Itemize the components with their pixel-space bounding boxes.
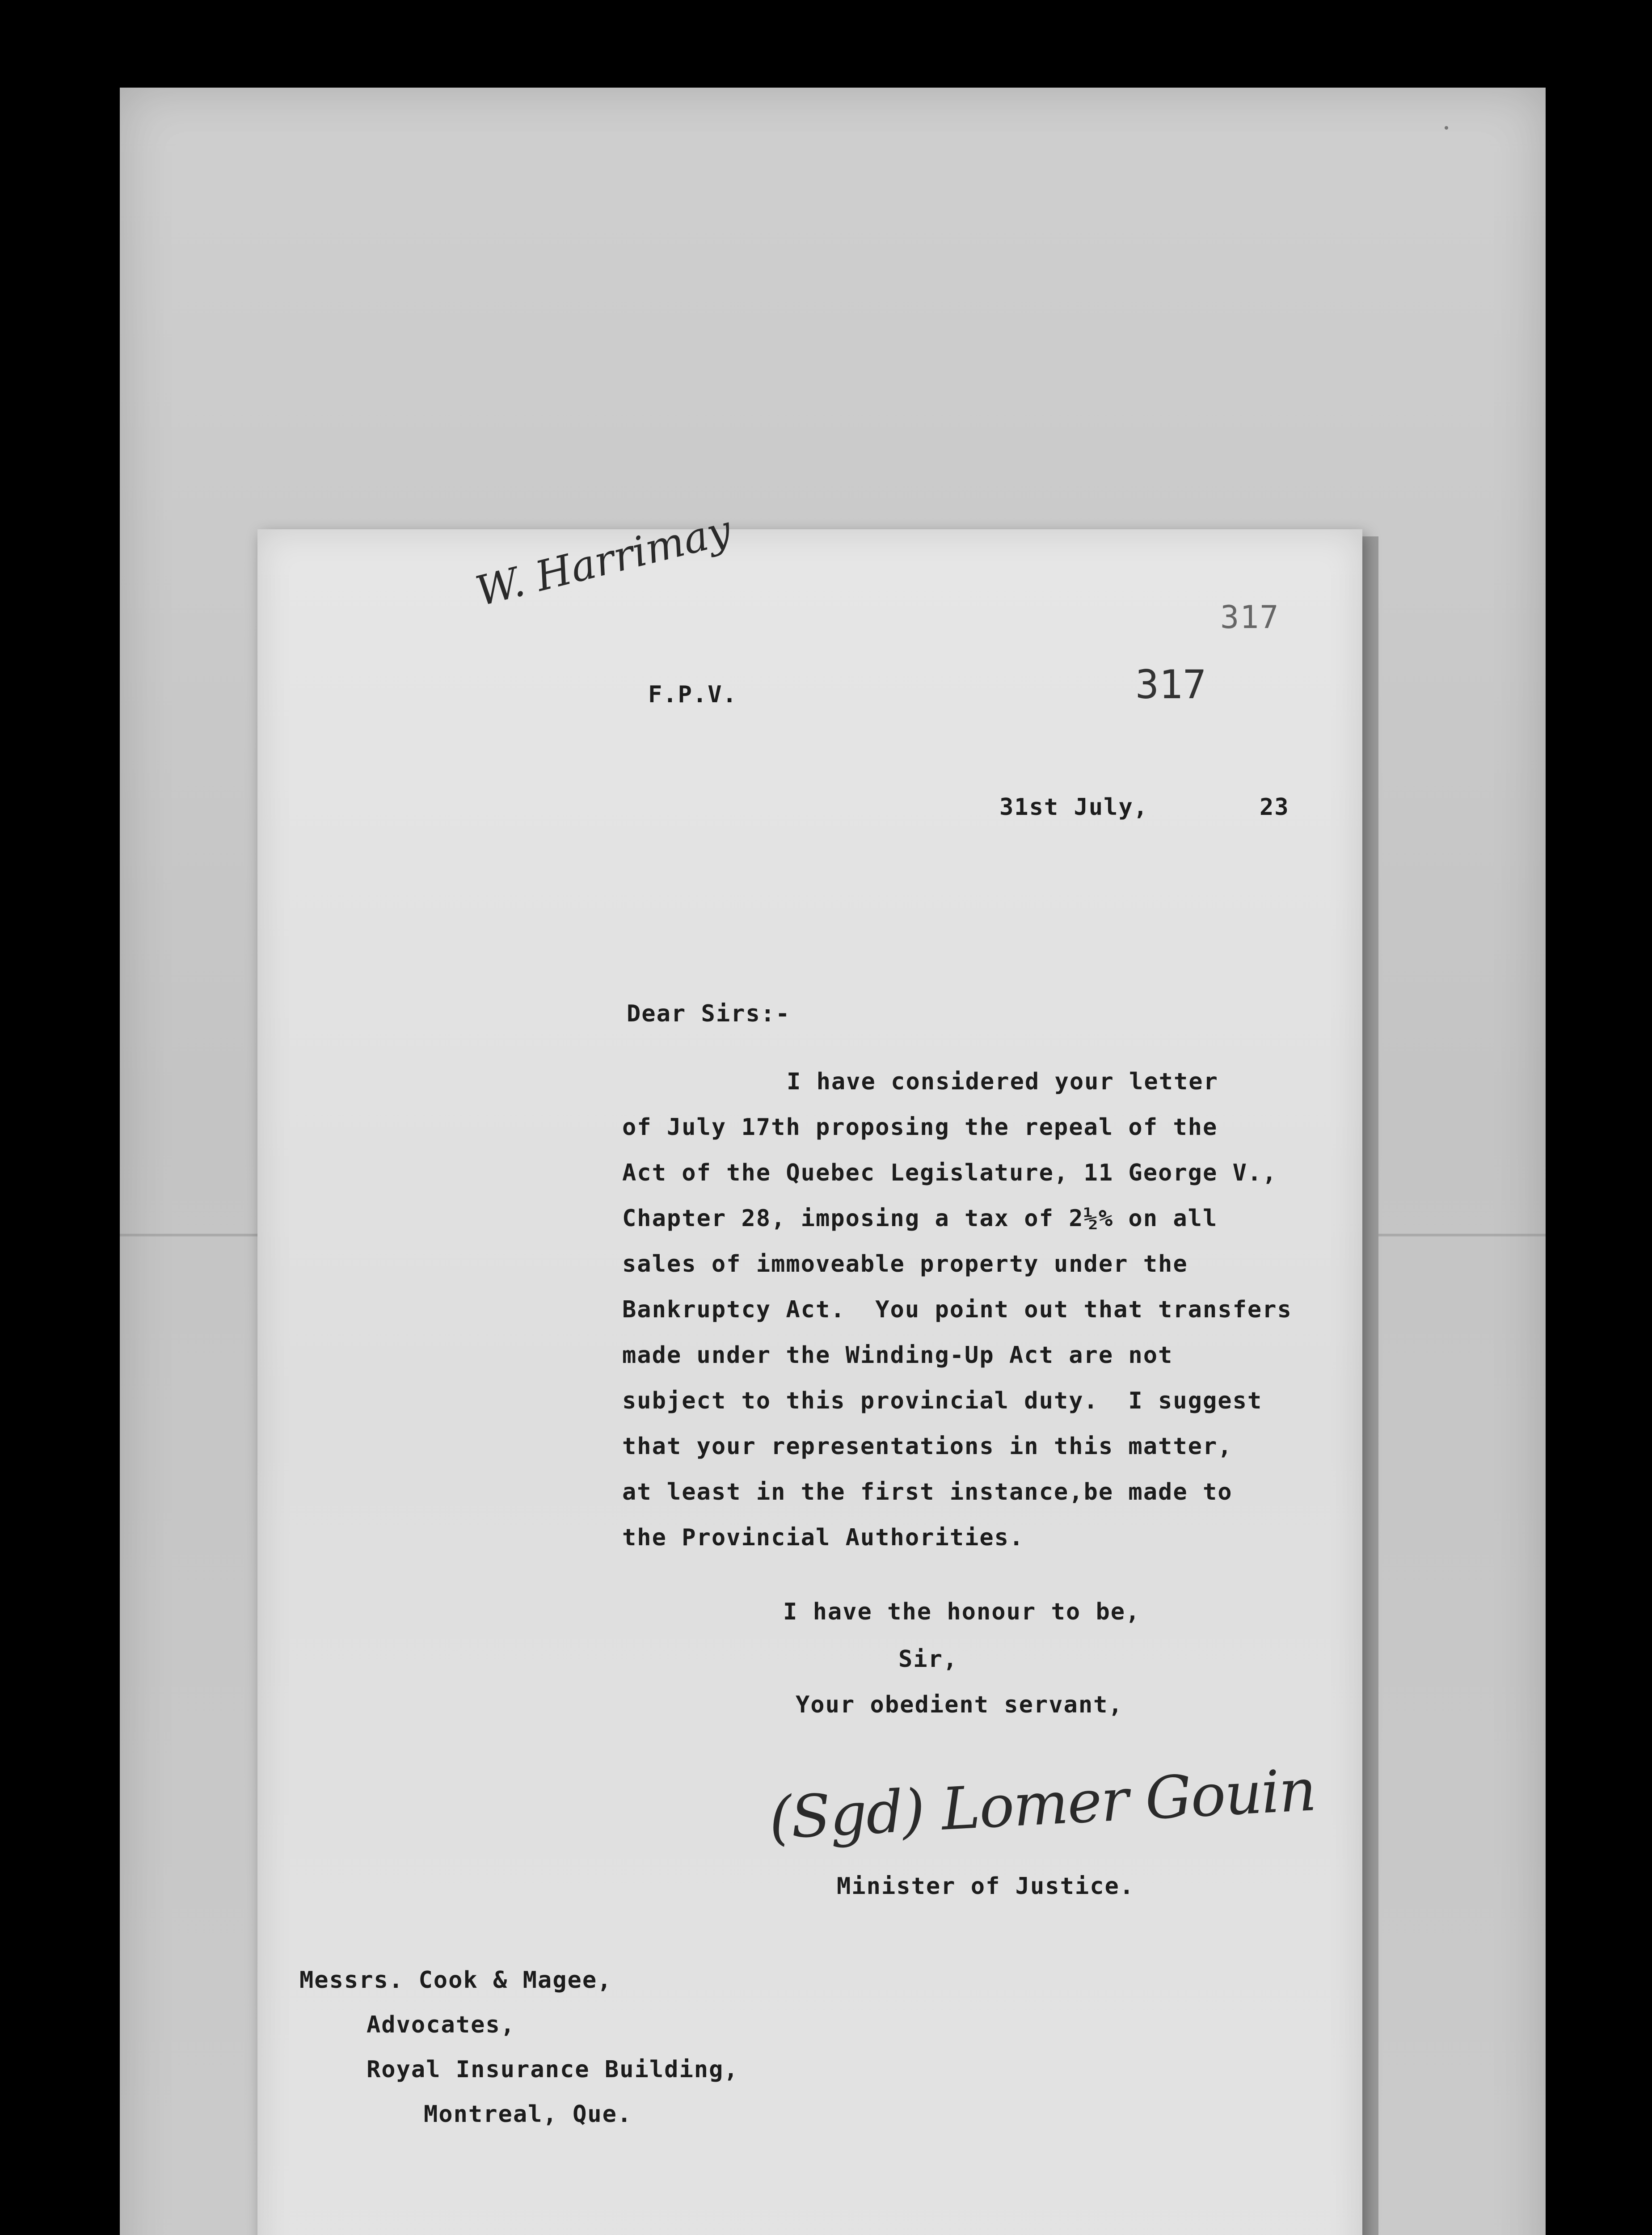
letter-year: 23 [1260,794,1290,821]
body-line: of July 17th proposing the repeal of the [622,1114,1218,1141]
address-line: Advocates, [367,2012,516,2038]
body-line: at least in the first instance,be made to [622,1479,1233,1505]
signature: (Sgd) Lomer Gouin [767,1756,1317,1852]
body-line: sales of immoveable property under the [622,1251,1188,1278]
body-line: Bankruptcy Act. You point out that transfers [622,1296,1292,1323]
file-number-printed: 317 [1220,599,1280,636]
address-line: Messrs. Cook & Magee, [299,1967,612,1994]
body-line: I have considered your letter [787,1068,1218,1095]
signatory-title: Minister of Justice. [837,1873,1135,1900]
body-line: Act of the Quebec Legislature, 11 George V., [622,1160,1277,1186]
body-line: subject to this provincial duty. I suggest [622,1387,1263,1414]
address-line: Royal Insurance Building, [367,2056,739,2083]
handwritten-note: W. Harrimay [471,506,736,616]
body-line: the Provincial Authorities. [622,1524,1024,1551]
closing-line: Sir, [898,1646,958,1673]
body-line: made under the Winding-Up Act are not [622,1342,1173,1369]
salutation: Dear Sirs:- [627,1000,791,1027]
closing-line: Your obedient servant, [796,1691,1123,1718]
body-line: that your representations in this matter, [622,1433,1233,1460]
closing-line: I have the honour to be, [783,1598,1141,1625]
file-number-stamped: 317 [1135,662,1206,708]
letter-date: 31st July, [999,794,1149,821]
letter-edge-shadow [1362,536,1378,2235]
speck [1445,126,1448,130]
reference-initials: F.P.V. [648,681,738,708]
body-line: Chapter 28, imposing a tax of 2½% on all [622,1205,1218,1232]
address-line: Montreal, Que. [424,2101,632,2128]
